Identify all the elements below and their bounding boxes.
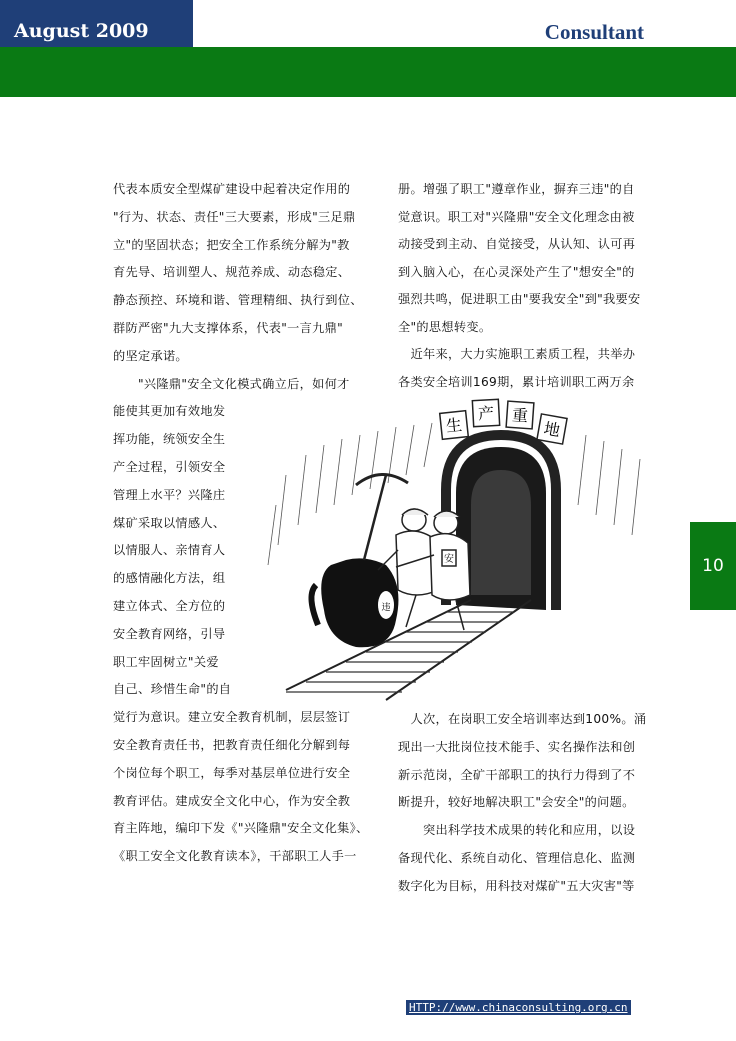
text-line: 能使其更加有效地发 [113, 404, 226, 418]
text-line: 产全过程，引领安全 [113, 460, 226, 474]
text-line: 群防严密"九大支撑体系，代表"一言九鼎" [113, 321, 344, 335]
text-line: 近年来，大力实施职工素质工程，共举办 [398, 347, 636, 361]
text-line: 动接受到主动、自觉接受，从认知、认可再 [398, 237, 636, 251]
text-line: 的感情融化方法，组 [113, 571, 226, 585]
text-line: 觉意识。职工对"兴隆鼎"安全文化理念由被 [398, 210, 635, 224]
svg-text:生: 生 [445, 415, 464, 436]
text-line: 职工牢固树立"关爱 [113, 655, 219, 669]
text-line: 备现代化、系统自动化、管理信息化、监测 [398, 851, 636, 865]
text-line: 数字化为目标，用科技对煤矿"五大灾害"等 [398, 879, 635, 893]
text-line: 立"的坚固状态；把安全工作系统分解为"教 [113, 238, 350, 252]
magazine-title: Consultant [544, 20, 644, 44]
text-line: 教育评估。建成安全文化中心，作为安全教 [113, 794, 351, 808]
text-line: 觉行为意识。建立安全教育机制，层层签订 [113, 710, 351, 724]
header-band [0, 47, 736, 97]
text-line: "兴隆鼎"安全文化模式确立后，如何才 [113, 377, 350, 391]
text-line: 的坚定承诺。 [113, 349, 188, 363]
text-line: 全"的思想转变。 [398, 320, 492, 334]
reaper-figure [311, 474, 408, 647]
text-line: 育主阵地，编印下发《"兴隆鼎"安全文化集》、 [113, 821, 369, 835]
svg-text:重: 重 [511, 405, 529, 426]
text-line: 突出科学技术成果的转化和应用，以设 [398, 823, 636, 837]
svg-text:违: 违 [381, 603, 391, 613]
safety-cartoon-illustration [246, 395, 666, 705]
text-line: 强烈共鸣，促进职工由"要我安全"到"我要安 [398, 292, 641, 306]
page-number: 10 [690, 522, 736, 610]
text-line: 自己、珍惜生命"的自 [113, 682, 232, 696]
text-line: 安全教育责任书，把教育责任细化分解到每 [113, 738, 351, 752]
svg-text:产: 产 [477, 403, 495, 424]
text-line: 管理上水平？兴隆庄 [113, 488, 226, 502]
website-link[interactable]: HTTP://www.chinaconsulting.org.cn [406, 1000, 631, 1015]
text-line: 煤矿采取以情感人、 [113, 516, 226, 530]
svg-text:安: 安 [444, 554, 454, 565]
text-line: 新示范岗，全矿干部职工的执行力得到了不 [398, 768, 636, 782]
text-line: 静态预控、环境和谐、管理精细、执行到位、 [113, 293, 363, 307]
text-line: 个岗位每个职工，每季对基层单位进行安全 [113, 766, 351, 780]
svg-text:地: 地 [542, 418, 562, 441]
text-line: 挥功能，统领安全生 [113, 432, 226, 446]
text-line: "行为、状态、责任"三大要素，形成"三足鼎 [113, 210, 356, 224]
text-line: 断提升，较好地解决职工"会安全"的问题。 [398, 795, 635, 809]
text-line: 以情服人、亲情育人 [113, 543, 226, 557]
text-line: 代表本质安全型煤矿建设中起着决定作用的 [113, 182, 351, 196]
text-line: 各类安全培训169期，累计培训职工两万余 [398, 375, 635, 389]
text-line: 现出一大批岗位技术能手、实名操作法和创 [398, 740, 636, 754]
text-line: 《职工安全文化教育读本》，干部职工人手一 [113, 849, 357, 863]
text-line: 安全教育网络，引导 [113, 627, 226, 641]
issue-date: August 2009 [0, 0, 193, 47]
text-line: 人次，在岗职工安全培训率达到100%。涌 [398, 712, 647, 726]
text-line: 册。增强了职工"遵章作业，摒弃三违"的自 [398, 182, 635, 196]
text-line: 建立体式、全方位的 [113, 599, 226, 613]
text-line: 育先导、培训塑人、规范养成、动态稳定、 [113, 265, 351, 279]
text-line: 到入脑入心，在心灵深处产生了"想安全"的 [398, 265, 635, 279]
